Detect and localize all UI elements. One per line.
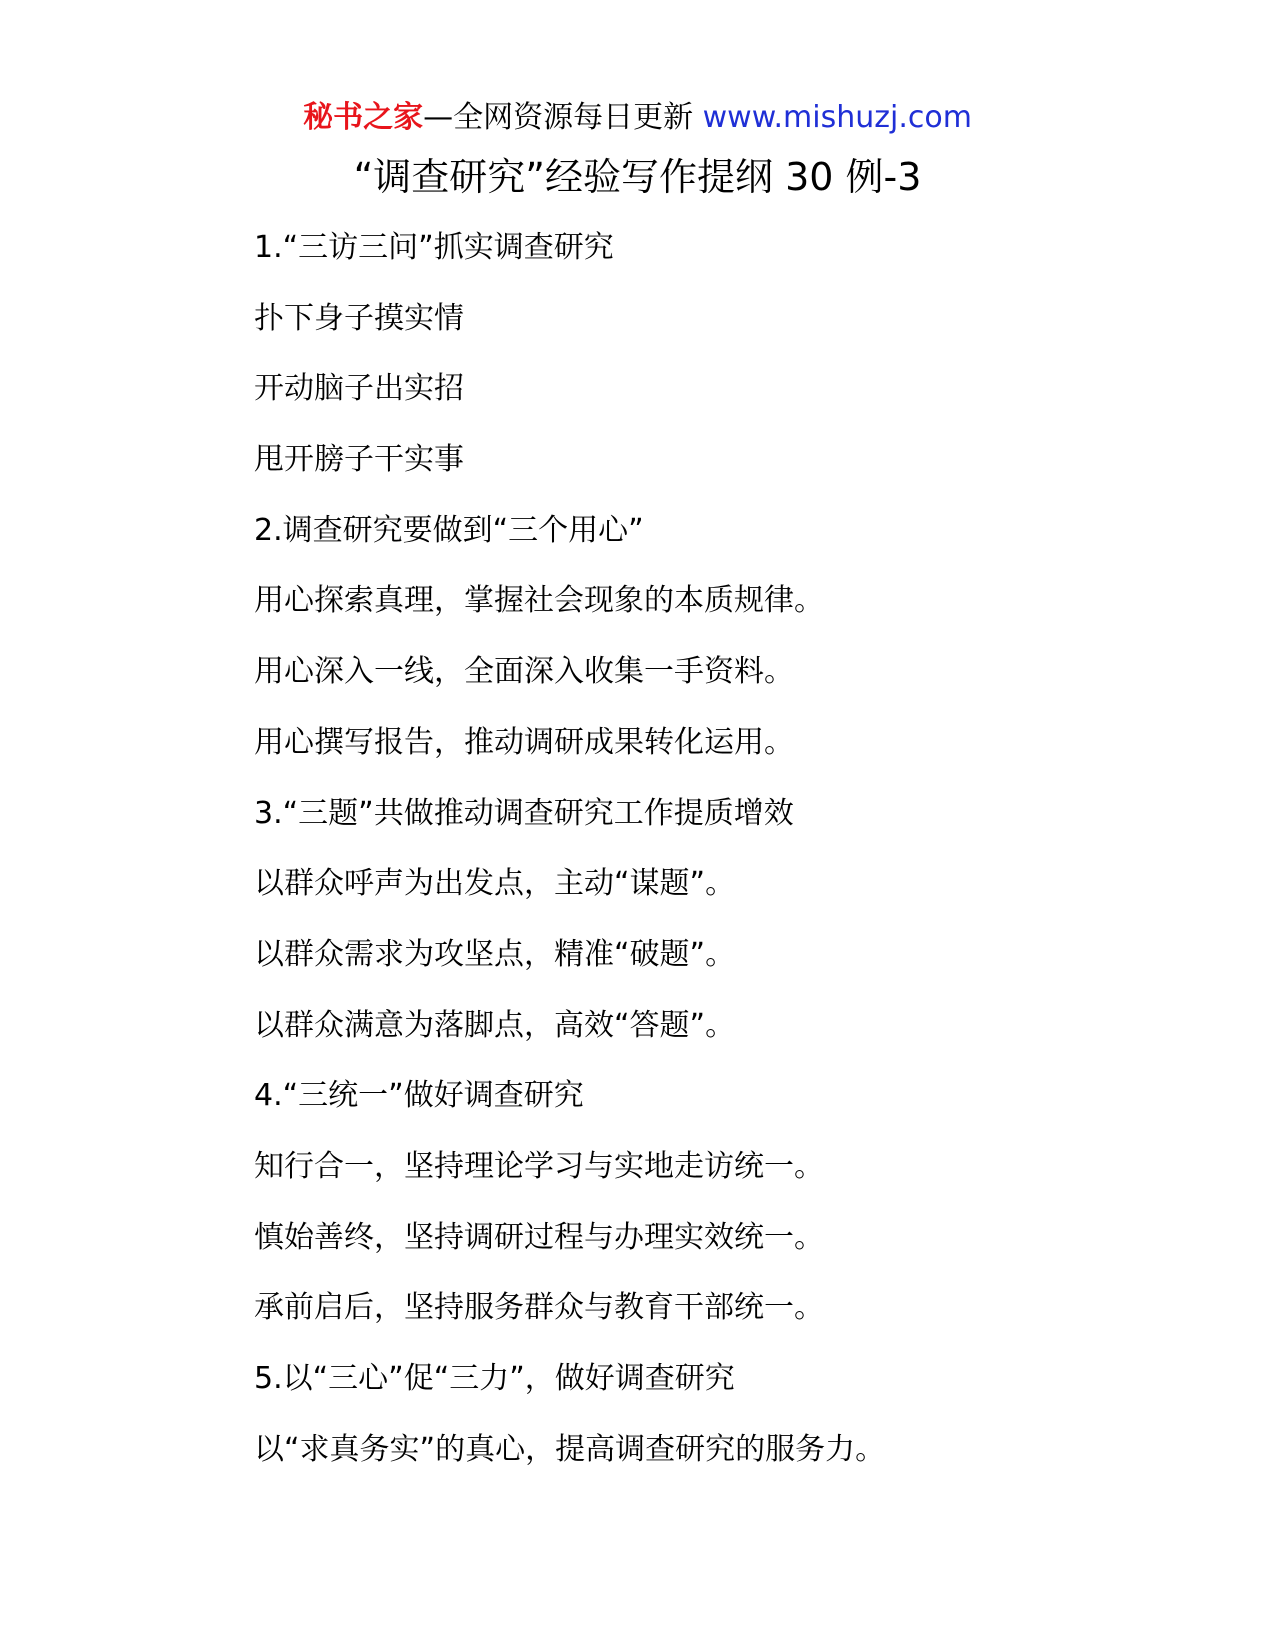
section-heading-1: 1.“三访三问”抓实调查研究 <box>254 230 614 265</box>
section-heading-4: 4.“三统一”做好调查研究 <box>254 1078 584 1114</box>
body-line: 以群众满意为落脚点，高效“答题”。 <box>254 1007 736 1043</box>
body-line: 开动脑子出实招 <box>254 371 464 407</box>
body-line: 承前启后，坚持服务群众与教育干部统一。 <box>254 1290 824 1326</box>
site-url-link[interactable]: www.mishuzj.com <box>702 100 972 135</box>
body-line: 扑下身子摸实情 <box>254 300 464 336</box>
body-line: 以“求真务实”的真心，提高调查研究的服务力。 <box>254 1431 886 1467</box>
body-line: 甩开膀子干实事 <box>254 442 464 478</box>
section-heading-2: 2.调查研究要做到“三个用心” <box>254 512 644 548</box>
site-header <box>0 98 1275 138</box>
section-heading-5: 5.以“三心”促“三力”，做好调查研究 <box>254 1361 735 1396</box>
body-line: 用心深入一线，全面深入收集一手资料。 <box>254 654 794 690</box>
body-line: 用心撰写报告，推动调研成果转化运用。 <box>254 724 794 760</box>
section-heading-3: 3.“三题”共做推动调查研究工作提质增效 <box>254 795 794 831</box>
body-line: 慎始善终，坚持调研过程与办理实效统一。 <box>254 1219 824 1255</box>
header-tagline: —全网资源每日更新 <box>423 100 694 135</box>
brand-name: 秘书之家 <box>303 100 424 135</box>
body-line: 以群众需求为攻坚点，精准“破题”。 <box>254 936 736 972</box>
body-line: 以群众呼声为出发点，主动“谋题”。 <box>254 866 736 902</box>
document-body <box>254 228 1214 1500</box>
document-title: “调查研究”经验写作提纲 30 例-3 <box>353 155 922 199</box>
body-line: 知行合一，坚持理论学习与实地走访统一。 <box>254 1148 824 1184</box>
body-line: 用心探索真理，掌握社会现象的本质规律。 <box>254 583 824 619</box>
